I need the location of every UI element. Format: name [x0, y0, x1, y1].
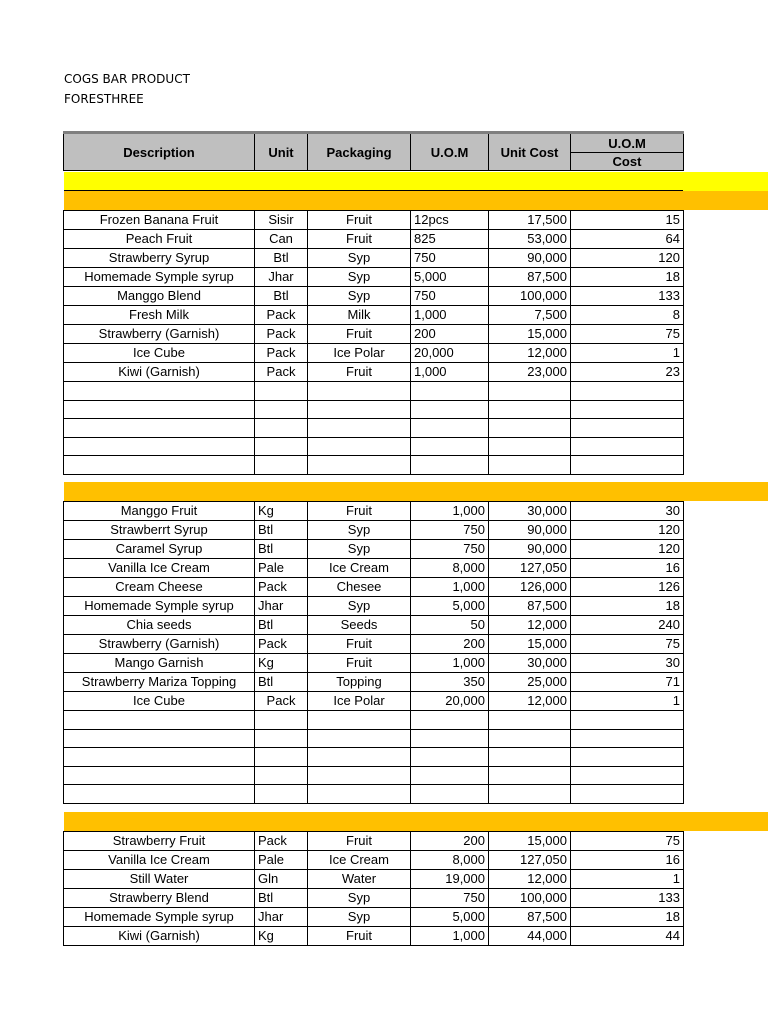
cell-description[interactable]: Strawberry Blend [64, 889, 255, 908]
cell-unit[interactable]: Btl [255, 616, 308, 635]
cell-packaging[interactable] [308, 766, 411, 785]
cell-unit-cost[interactable]: 87,500 [489, 597, 571, 616]
cell-uom-cost[interactable]: 44 [571, 927, 684, 946]
cell-uom[interactable]: 350 [411, 673, 489, 692]
cell-unit-cost[interactable] [489, 456, 571, 475]
cell-description[interactable]: Strawberry (Garnish) [64, 635, 255, 654]
cell-uom[interactable]: 50 [411, 616, 489, 635]
table-row [64, 456, 684, 475]
section-table-1 [63, 210, 684, 475]
cell-unit[interactable]: Pack [255, 325, 308, 344]
cell-unit-cost[interactable]: 12,000 [489, 692, 571, 711]
cell-uom-cost[interactable]: 15 [571, 211, 684, 230]
cell-unit-cost[interactable] [489, 748, 571, 767]
header-unit[interactable]: Unit [255, 133, 308, 171]
cell-unit-cost[interactable]: 90,000 [489, 540, 571, 559]
section-band-3 [64, 812, 768, 831]
cell-unit-cost[interactable] [489, 766, 571, 785]
cell-description[interactable] [64, 748, 255, 767]
sheet-subtitle: FORESTHREE [64, 92, 144, 106]
cell-uom[interactable]: 200 [411, 832, 489, 851]
cell-uom-cost[interactable]: 71 [571, 673, 684, 692]
cell-uom[interactable]: 19,000 [411, 870, 489, 889]
table-row [64, 692, 684, 711]
table-row [64, 785, 684, 804]
cell-unit-cost[interactable]: 90,000 [489, 521, 571, 540]
cell-uom[interactable] [411, 437, 489, 456]
cell-uom[interactable]: 5,000 [411, 597, 489, 616]
cell-description[interactable]: Manggo Blend [64, 287, 255, 306]
cell-uom-cost[interactable]: 18 [571, 908, 684, 927]
cell-packaging[interactable]: Fruit [308, 211, 411, 230]
table-row [64, 230, 684, 249]
cell-description[interactable]: Homemade Symple syrup [64, 597, 255, 616]
section-band-yellow [64, 172, 768, 191]
cell-uom-cost[interactable] [571, 382, 684, 401]
cell-packaging[interactable]: Fruit [308, 635, 411, 654]
cell-description[interactable] [64, 382, 255, 401]
cell-unit-cost[interactable]: 7,500 [489, 306, 571, 325]
cell-uom-cost[interactable] [571, 766, 684, 785]
cell-description[interactable] [64, 419, 255, 438]
cell-unit[interactable] [255, 785, 308, 804]
cell-description[interactable]: Strawberry Fruit [64, 832, 255, 851]
cell-unit[interactable]: Pale [255, 851, 308, 870]
cell-unit[interactable]: Btl [255, 249, 308, 268]
table-row [64, 851, 684, 870]
table-row [64, 344, 684, 363]
cell-packaging[interactable] [308, 437, 411, 456]
cell-unit[interactable]: Pack [255, 306, 308, 325]
cell-packaging[interactable]: Syp [308, 287, 411, 306]
cell-uom-cost[interactable]: 18 [571, 268, 684, 287]
cell-unit-cost[interactable]: 12,000 [489, 870, 571, 889]
cell-unit[interactable] [255, 748, 308, 767]
cell-unit-cost[interactable]: 25,000 [489, 673, 571, 692]
table-row [64, 306, 684, 325]
cell-description[interactable]: Vanilla Ice Cream [64, 851, 255, 870]
table-row [64, 673, 684, 692]
cell-unit[interactable]: Can [255, 230, 308, 249]
cell-packaging[interactable] [308, 785, 411, 804]
cell-unit[interactable] [255, 766, 308, 785]
section-table-3 [63, 831, 684, 946]
cell-uom[interactable]: 8,000 [411, 851, 489, 870]
table-row [64, 249, 684, 268]
cell-uom-cost[interactable]: 1 [571, 692, 684, 711]
header-uom-cost-top[interactable]: U.O.M [571, 133, 684, 153]
cell-description[interactable] [64, 437, 255, 456]
cell-unit-cost[interactable]: 87,500 [489, 908, 571, 927]
cell-uom[interactable]: 750 [411, 521, 489, 540]
cell-description[interactable] [64, 785, 255, 804]
cell-unit-cost[interactable] [489, 400, 571, 419]
cell-packaging[interactable]: Fruit [308, 502, 411, 521]
table-row [64, 889, 684, 908]
cell-packaging[interactable]: Fruit [308, 363, 411, 382]
cell-uom-cost[interactable]: 30 [571, 502, 684, 521]
cell-packaging[interactable]: Ice Polar [308, 344, 411, 363]
cell-unit[interactable] [255, 382, 308, 401]
cell-packaging[interactable] [308, 729, 411, 748]
cell-packaging[interactable] [308, 456, 411, 475]
cell-uom-cost[interactable]: 18 [571, 597, 684, 616]
cell-packaging[interactable]: Seeds [308, 616, 411, 635]
cell-packaging[interactable]: Fruit [308, 325, 411, 344]
cell-unit-cost[interactable]: 15,000 [489, 635, 571, 654]
cell-uom[interactable]: 750 [411, 540, 489, 559]
section-table-2 [63, 501, 684, 804]
cell-uom-cost[interactable] [571, 785, 684, 804]
cell-uom[interactable]: 12pcs [411, 211, 489, 230]
cell-packaging[interactable]: Ice Cream [308, 851, 411, 870]
cell-packaging[interactable]: Syp [308, 908, 411, 927]
cell-packaging[interactable]: Ice Cream [308, 559, 411, 578]
table-row [64, 766, 684, 785]
table-row [64, 711, 684, 730]
table-row [64, 832, 684, 851]
cell-unit[interactable]: Gln [255, 870, 308, 889]
cell-unit[interactable]: Jhar [255, 908, 308, 927]
cell-uom-cost[interactable]: 133 [571, 889, 684, 908]
table-row [64, 870, 684, 889]
cell-description[interactable]: Homemade Symple syrup [64, 908, 255, 927]
cell-description[interactable]: Strawberry Mariza Topping [64, 673, 255, 692]
header-uom-cost-bottom[interactable]: Cost [571, 153, 684, 171]
cell-packaging[interactable]: Syp [308, 597, 411, 616]
cell-packaging[interactable]: Syp [308, 521, 411, 540]
cell-unit[interactable] [255, 419, 308, 438]
cell-description[interactable] [64, 729, 255, 748]
cell-uom[interactable] [411, 748, 489, 767]
cell-uom[interactable]: 8,000 [411, 559, 489, 578]
cell-unit-cost[interactable]: 30,000 [489, 502, 571, 521]
cell-packaging[interactable]: Topping [308, 673, 411, 692]
table-row [64, 363, 684, 382]
cell-uom-cost[interactable]: 75 [571, 325, 684, 344]
cell-uom[interactable]: 5,000 [411, 908, 489, 927]
table-row [64, 908, 684, 927]
cell-description[interactable] [64, 711, 255, 730]
sheet-title: COGS BAR PRODUCT [64, 72, 190, 86]
cell-unit[interactable]: Jhar [255, 597, 308, 616]
cell-uom-cost[interactable]: 16 [571, 851, 684, 870]
cell-uom-cost[interactable] [571, 729, 684, 748]
cell-packaging[interactable]: Chesee [308, 578, 411, 597]
cell-packaging[interactable]: Syp [308, 540, 411, 559]
cell-unit-cost[interactable]: 127,050 [489, 851, 571, 870]
table-row [64, 287, 684, 306]
table-row [64, 927, 684, 946]
cell-uom-cost[interactable] [571, 437, 684, 456]
cell-unit[interactable] [255, 456, 308, 475]
cell-description[interactable]: Still Water [64, 870, 255, 889]
cell-uom[interactable] [411, 729, 489, 748]
cell-unit[interactable]: Pack [255, 832, 308, 851]
cell-unit[interactable]: Pale [255, 559, 308, 578]
cell-uom[interactable]: 750 [411, 287, 489, 306]
cell-unit-cost[interactable]: 100,000 [489, 287, 571, 306]
cell-packaging[interactable]: Fruit [308, 654, 411, 673]
cell-uom-cost[interactable] [571, 748, 684, 767]
cell-unit[interactable]: Kg [255, 502, 308, 521]
cell-uom[interactable]: 750 [411, 889, 489, 908]
cell-uom[interactable] [411, 711, 489, 730]
cell-uom-cost[interactable]: 240 [571, 616, 684, 635]
cell-uom[interactable] [411, 766, 489, 785]
cell-uom-cost[interactable] [571, 456, 684, 475]
cell-description[interactable]: Strawberry (Garnish) [64, 325, 255, 344]
table-row [64, 540, 684, 559]
cell-packaging[interactable]: Fruit [308, 230, 411, 249]
cell-uom[interactable]: 1,000 [411, 502, 489, 521]
header-uom[interactable]: U.O.M [411, 133, 489, 171]
cell-unit[interactable] [255, 400, 308, 419]
cell-description[interactable]: Kiwi (Garnish) [64, 363, 255, 382]
cell-uom-cost[interactable]: 16 [571, 559, 684, 578]
table-row [64, 325, 684, 344]
cell-unit[interactable]: Pack [255, 578, 308, 597]
cell-unit-cost[interactable]: 15,000 [489, 832, 571, 851]
cell-uom[interactable]: 825 [411, 230, 489, 249]
cell-unit[interactable]: Btl [255, 521, 308, 540]
cell-packaging[interactable]: Water [308, 870, 411, 889]
cell-uom-cost[interactable]: 75 [571, 635, 684, 654]
cell-uom[interactable] [411, 785, 489, 804]
cell-unit-cost[interactable] [489, 711, 571, 730]
table-row [64, 400, 684, 419]
section-band-2 [64, 482, 768, 501]
column-header [63, 131, 684, 171]
cell-packaging[interactable] [308, 419, 411, 438]
cell-unit[interactable]: Btl [255, 540, 308, 559]
cell-unit-cost[interactable] [489, 382, 571, 401]
cell-unit-cost[interactable] [489, 419, 571, 438]
cell-packaging[interactable] [308, 400, 411, 419]
cell-packaging[interactable]: Fruit [308, 927, 411, 946]
cell-packaging[interactable] [308, 382, 411, 401]
cell-unit-cost[interactable]: 15,000 [489, 325, 571, 344]
header-unit-cost[interactable]: Unit Cost [489, 133, 571, 171]
table-row [64, 654, 684, 673]
cell-uom-cost[interactable]: 23 [571, 363, 684, 382]
cell-description[interactable]: Strawberrt Syrup [64, 521, 255, 540]
table-row [64, 211, 684, 230]
cell-description[interactable]: Manggo Fruit [64, 502, 255, 521]
cell-unit[interactable] [255, 437, 308, 456]
cell-unit[interactable]: Btl [255, 673, 308, 692]
section-band-1 [64, 191, 768, 210]
cell-unit[interactable]: Pack [255, 692, 308, 711]
cell-uom[interactable] [411, 419, 489, 438]
cell-uom-cost[interactable] [571, 711, 684, 730]
table-row [64, 616, 684, 635]
table-row [64, 635, 684, 654]
cell-uom[interactable]: 1,000 [411, 578, 489, 597]
cell-uom[interactable]: 20,000 [411, 344, 489, 363]
cell-unit[interactable]: Sisir [255, 211, 308, 230]
cell-packaging[interactable] [308, 711, 411, 730]
cell-unit-cost[interactable]: 12,000 [489, 616, 571, 635]
cell-uom-cost[interactable] [571, 419, 684, 438]
cell-description[interactable]: Cream Cheese [64, 578, 255, 597]
cell-unit-cost[interactable]: 23,000 [489, 363, 571, 382]
cell-uom[interactable]: 1,000 [411, 654, 489, 673]
cell-unit[interactable]: Pack [255, 344, 308, 363]
cell-description[interactable] [64, 400, 255, 419]
cell-unit[interactable]: Kg [255, 927, 308, 946]
cell-uom-cost[interactable]: 126 [571, 578, 684, 597]
cell-description[interactable]: Peach Fruit [64, 230, 255, 249]
cell-unit-cost[interactable] [489, 729, 571, 748]
cell-unit-cost[interactable]: 127,050 [489, 559, 571, 578]
cell-description[interactable]: Ice Cube [64, 692, 255, 711]
cell-unit-cost[interactable] [489, 437, 571, 456]
cell-unit[interactable]: Btl [255, 287, 308, 306]
cell-unit-cost[interactable]: 30,000 [489, 654, 571, 673]
table-row [64, 578, 684, 597]
cell-description[interactable]: Frozen Banana Fruit [64, 211, 255, 230]
cell-uom-cost[interactable]: 120 [571, 540, 684, 559]
cell-uom-cost[interactable]: 75 [571, 832, 684, 851]
cell-uom[interactable]: 1,000 [411, 927, 489, 946]
table-row [64, 597, 684, 616]
table-row [64, 382, 684, 401]
table-row [64, 268, 684, 287]
cell-unit-cost[interactable] [489, 785, 571, 804]
cell-packaging[interactable]: Syp [308, 268, 411, 287]
cell-packaging[interactable] [308, 748, 411, 767]
cell-description[interactable]: Mango Garnish [64, 654, 255, 673]
cell-packaging[interactable]: Syp [308, 889, 411, 908]
cell-packaging[interactable]: Syp [308, 249, 411, 268]
cell-unit-cost[interactable]: 126,000 [489, 578, 571, 597]
cell-description[interactable]: Homemade Symple syrup [64, 268, 255, 287]
cell-uom-cost[interactable]: 1 [571, 870, 684, 889]
cell-description[interactable]: Kiwi (Garnish) [64, 927, 255, 946]
cell-unit[interactable] [255, 729, 308, 748]
cell-uom[interactable]: 200 [411, 325, 489, 344]
cell-uom[interactable] [411, 456, 489, 475]
cell-description[interactable] [64, 766, 255, 785]
cell-unit[interactable]: Pack [255, 635, 308, 654]
cell-packaging[interactable]: Milk [308, 306, 411, 325]
header-description[interactable]: Description [64, 133, 255, 171]
cell-unit-cost[interactable]: 90,000 [489, 249, 571, 268]
cell-uom-cost[interactable] [571, 400, 684, 419]
cell-description[interactable] [64, 456, 255, 475]
table-row [64, 437, 684, 456]
cell-uom-cost[interactable]: 30 [571, 654, 684, 673]
header-packaging[interactable]: Packaging [308, 133, 411, 171]
cell-unit-cost[interactable]: 12,000 [489, 344, 571, 363]
cell-unit[interactable]: Kg [255, 654, 308, 673]
cell-description[interactable]: Strawberry Syrup [64, 249, 255, 268]
table-row [64, 559, 684, 578]
cell-unit[interactable]: Btl [255, 889, 308, 908]
table-row [64, 748, 684, 767]
cell-unit-cost[interactable]: 100,000 [489, 889, 571, 908]
cell-packaging[interactable]: Fruit [308, 832, 411, 851]
cell-uom-cost[interactable]: 133 [571, 287, 684, 306]
cell-unit[interactable]: Pack [255, 363, 308, 382]
cell-unit-cost[interactable]: 87,500 [489, 268, 571, 287]
cell-uom[interactable]: 1,000 [411, 306, 489, 325]
cell-unit-cost[interactable]: 44,000 [489, 927, 571, 946]
cell-uom-cost[interactable]: 1 [571, 344, 684, 363]
cell-description[interactable]: Ice Cube [64, 344, 255, 363]
cell-uom[interactable] [411, 382, 489, 401]
cell-uom[interactable]: 750 [411, 249, 489, 268]
cell-uom-cost[interactable]: 120 [571, 521, 684, 540]
cell-uom[interactable]: 20,000 [411, 692, 489, 711]
table-row [64, 729, 684, 748]
cell-unit[interactable] [255, 711, 308, 730]
cell-unit-cost[interactable]: 53,000 [489, 230, 571, 249]
cell-description[interactable]: Fresh Milk [64, 306, 255, 325]
cell-uom-cost[interactable]: 64 [571, 230, 684, 249]
cell-unit-cost[interactable]: 17,500 [489, 211, 571, 230]
cell-uom[interactable]: 1,000 [411, 363, 489, 382]
table-row [64, 419, 684, 438]
cell-uom-cost[interactable]: 120 [571, 249, 684, 268]
cell-unit[interactable]: Jhar [255, 268, 308, 287]
cell-description[interactable]: Caramel Syrup [64, 540, 255, 559]
table-row [64, 521, 684, 540]
cell-uom[interactable]: 5,000 [411, 268, 489, 287]
cell-packaging[interactable]: Ice Polar [308, 692, 411, 711]
cell-description[interactable]: Vanilla Ice Cream [64, 559, 255, 578]
table-row [64, 502, 684, 521]
cell-uom[interactable]: 200 [411, 635, 489, 654]
cell-uom[interactable] [411, 400, 489, 419]
cell-description[interactable]: Chia seeds [64, 616, 255, 635]
cell-uom-cost[interactable]: 8 [571, 306, 684, 325]
